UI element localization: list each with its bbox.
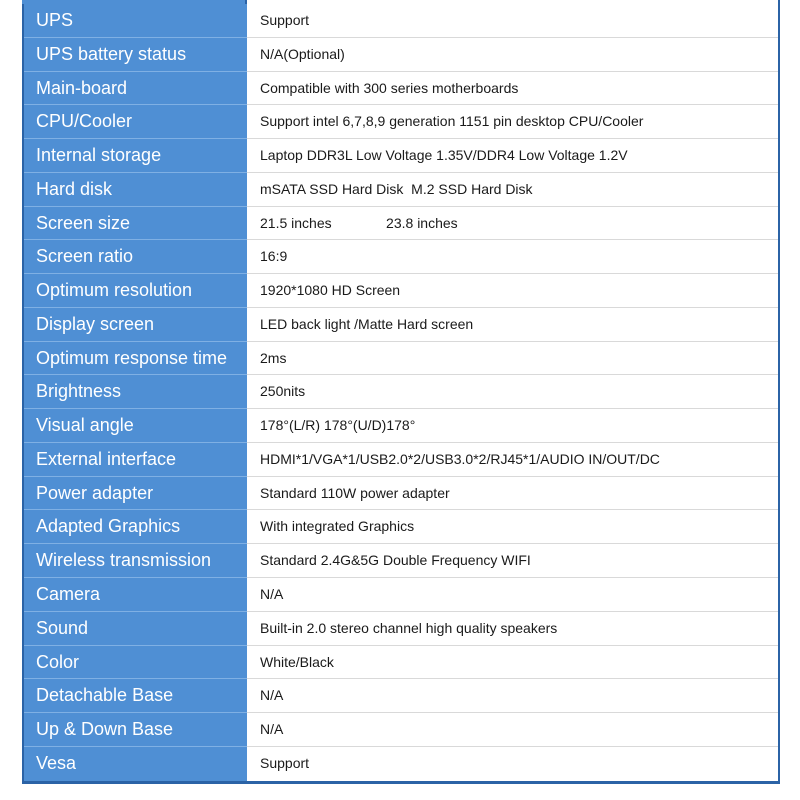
table-row xyxy=(24,713,778,747)
table-row xyxy=(24,747,778,781)
table-row xyxy=(24,375,778,409)
spec-value: N/A xyxy=(247,679,778,713)
spec-value: 1920*1080 HD Screen xyxy=(247,274,778,308)
table-row xyxy=(24,38,778,72)
spec-label: Internal storage xyxy=(24,139,247,173)
table-row xyxy=(24,646,778,680)
table-row xyxy=(24,139,778,173)
spec-value: With integrated Graphics xyxy=(247,510,778,544)
spec-value: White/Black xyxy=(247,646,778,680)
spec-value: N/A xyxy=(247,578,778,612)
spec-value: LED back light /Matte Hard screen xyxy=(247,308,778,342)
spec-value: 178°(L/R) 178°(U/D)178° xyxy=(247,409,778,443)
spec-value: Support xyxy=(247,747,778,781)
spec-value: Support xyxy=(247,4,778,38)
spec-label: Display screen xyxy=(24,308,247,342)
spec-label: Main-board xyxy=(24,72,247,106)
spec-label: Visual angle xyxy=(24,409,247,443)
spec-label: Screen size xyxy=(24,207,247,241)
spec-label: Camera xyxy=(24,578,247,612)
spec-value: HDMI*1/VGA*1/USB2.0*2/USB3.0*2/RJ45*1/AUDIO IN/OUT/DC xyxy=(247,443,778,477)
table-row xyxy=(24,409,778,443)
spec-label: Wireless transmission xyxy=(24,544,247,578)
spec-label: Up & Down Base xyxy=(24,713,247,747)
spec-label: Brightness xyxy=(24,375,247,409)
spec-label: Screen ratio xyxy=(24,240,247,274)
table-row xyxy=(24,477,778,511)
table-row xyxy=(24,173,778,207)
spec-value: Compatible with 300 series motherboards xyxy=(247,72,778,106)
spec-table xyxy=(22,4,780,784)
table-row xyxy=(24,578,778,612)
spec-value: Support intel 6,7,8,9 generation 1151 pin desktop CPU/Cooler xyxy=(247,105,778,139)
table-row xyxy=(24,240,778,274)
spec-label: Adapted Graphics xyxy=(24,510,247,544)
spec-label: Optimum resolution xyxy=(24,274,247,308)
spec-value: Standard 2.4G&5G Double Frequency WIFI xyxy=(247,544,778,578)
spec-label: Vesa xyxy=(24,747,247,781)
spec-label: Power adapter xyxy=(24,477,247,511)
spec-label: Color xyxy=(24,646,247,680)
table-row xyxy=(24,274,778,308)
spec-value: 21.5 inches 23.8 inches xyxy=(247,207,778,241)
table-row xyxy=(24,612,778,646)
spec-value: N/A xyxy=(247,713,778,747)
spec-label: UPS xyxy=(24,4,247,38)
spec-value: 2ms xyxy=(247,342,778,376)
spec-label: CPU/Cooler xyxy=(24,105,247,139)
spec-label: External interface xyxy=(24,443,247,477)
spec-value: 16:9 xyxy=(247,240,778,274)
spec-label: Optimum response time xyxy=(24,342,247,376)
spec-value: mSATA SSD Hard Disk M.2 SSD Hard Disk xyxy=(247,173,778,207)
spec-label: Sound xyxy=(24,612,247,646)
table-row xyxy=(24,544,778,578)
spec-value: N/A(Optional) xyxy=(247,38,778,72)
table-row xyxy=(24,679,778,713)
spec-label: Detachable Base xyxy=(24,679,247,713)
spec-value: Laptop DDR3L Low Voltage 1.35V/DDR4 Low Voltage 1.2V xyxy=(247,139,778,173)
spec-value: Built-in 2.0 stereo channel high quality speakers xyxy=(247,612,778,646)
spec-label: Hard disk xyxy=(24,173,247,207)
table-row xyxy=(24,72,778,106)
spec-value: Standard 110W power adapter xyxy=(247,477,778,511)
table-row xyxy=(24,105,778,139)
table-row xyxy=(24,342,778,376)
table-row xyxy=(24,308,778,342)
spec-label: UPS battery status xyxy=(24,38,247,72)
spec-value: 250nits xyxy=(247,375,778,409)
table-row xyxy=(24,510,778,544)
table-row xyxy=(24,4,778,38)
table-row xyxy=(24,207,778,241)
table-row xyxy=(24,443,778,477)
